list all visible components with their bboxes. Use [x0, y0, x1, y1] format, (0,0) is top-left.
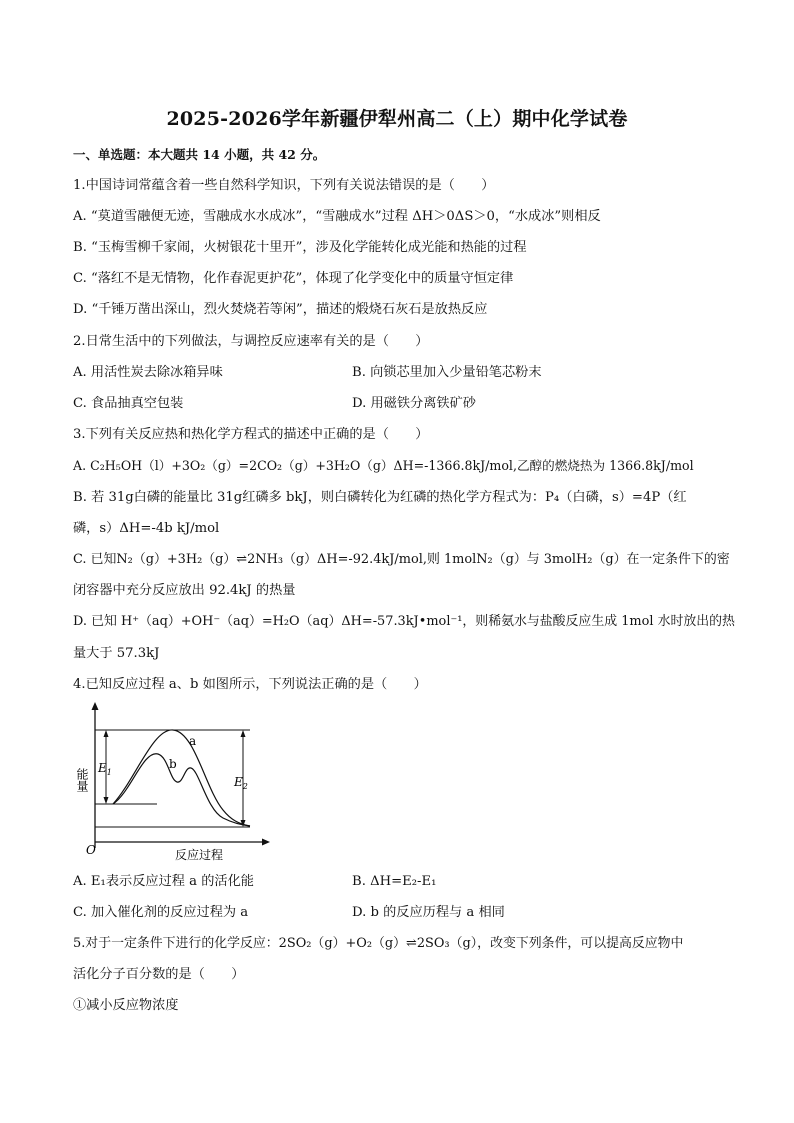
curve-b-label: b — [169, 757, 177, 771]
q4-row-2 — [73, 904, 733, 922]
q4-row-1 — [73, 873, 733, 891]
energy-diagram — [73, 700, 283, 865]
q3-option-d-line1: D. 已知 H⁺（aq）+OH⁻（aq）=H₂O（aq）ΔH=-57.3kJ•mol⁻¹，则稀氨水与盐酸反应生成 1mol 水时放出的热 — [73, 614, 735, 629]
y-axis-label: 能量 — [75, 768, 89, 792]
e1-label: $E_1$ — [98, 761, 112, 777]
origin-label: O — [86, 843, 96, 857]
x-axis-arrow-icon — [262, 839, 270, 846]
e1-arrow-down-icon — [104, 797, 109, 804]
y-axis-arrow-icon — [92, 702, 99, 710]
e2-arrow-up-icon — [241, 730, 246, 737]
q2-stem: 2.日常生活中的下列做法，与调控反应速率有关的是（ ） — [73, 334, 429, 349]
q3-option-b-line1: B. 若 31g白磷的能量比 31g红磷多 bkJ，则白磷转化为红磷的热化学方程式为：P₄（白磷，s）=4P（红 — [73, 490, 687, 505]
e2-label: $E_2$ — [234, 775, 248, 791]
q1-option-a: A. “莫道雪融便无迹，雪融成水水成冰”，“雪融成水”过程 ΔH＞0ΔS＞0，“水成冰”则相反 — [73, 209, 601, 224]
q4-stem: 4.已知反应过程 a、b 如图所示，下列说法正确的是（ ） — [73, 677, 427, 692]
q3-option-c-line1: C. 已知N₂（g）+3H₂（g）⇌2NH₃（g）ΔH=-92.4kJ/mol,则 1molN₂（g）与 3molH₂（g）在一定条件下的密 — [73, 552, 730, 567]
exam-title: 2025-2026学年新疆伊犁州高二（上）期中化学试卷 — [166, 108, 628, 130]
q5-item-1: ①减小反应物浓度 — [73, 998, 179, 1013]
q4-option-d: D. b 的反应历程与 a 相同 — [352, 905, 505, 920]
q1-option-b: B. “玉梅雪柳千家闹，火树银花十里开”，涉及化学能转化成光能和热能的过程 — [73, 240, 527, 255]
section-heading: 一、单选题：本大题共 14 小题，共 42 分。 — [73, 147, 326, 162]
q4-option-c: C. 加入催化剂的反应过程为 a — [73, 905, 249, 920]
q5-stem-line2: 活化分子百分数的是（ ） — [73, 967, 245, 982]
q3-option-c-line2: 闭容器中充分反应放出 92.4kJ 的热量 — [73, 583, 296, 598]
x-axis-label: 反应过程 — [175, 848, 224, 862]
q2-option-a: A. 用活性炭去除冰箱异味 — [73, 365, 223, 380]
q2-option-c: C. 食品抽真空包装 — [73, 396, 184, 411]
q4-option-b: B. ΔH=E₂-E₁ — [352, 874, 437, 889]
curve-b — [113, 754, 250, 826]
e1-arrow-up-icon — [104, 730, 109, 737]
q3-stem: 3.下列有关反应热和热化学方程式的描述中正确的是（ ） — [73, 427, 429, 442]
q5-stem-line1: 5.对于一定条件下进行的化学反应：2SO₂（g）+O₂（g）⇌2SO₃（g），改变下列条件，可以提高反应物中 — [73, 936, 684, 951]
q1-option-d: D. “千锤万凿出深山，烈火焚烧若等闲”，描述的煅烧石灰石是放热反应 — [73, 302, 488, 317]
q2-option-d: D. 用磁铁分离铁矿砂 — [352, 396, 476, 411]
q3-option-a: A. C₂H₅OH（l）+3O₂（g）=2CO₂（g）+3H₂O（g）ΔH=-1366.8kJ/mol,乙醇的燃烧热为 1366.8kJ/mol — [73, 458, 694, 473]
q4-option-a: A. E₁表示反应过程 a 的活化能 — [73, 874, 254, 889]
q3-option-d-line2: 量大于 57.3kJ — [73, 646, 160, 661]
q2-option-b: B. 向锁芯里加入少量铅笔芯粉末 — [352, 365, 542, 380]
q1-option-c: C. “落红不是无情物，化作春泥更护花”，体现了化学变化中的质量守恒定律 — [73, 271, 514, 286]
curve-a-label: a — [189, 734, 197, 748]
q3-option-b-line2: 磷，s）ΔH=-4b kJ/mol — [73, 521, 220, 536]
q2-row-1 — [73, 364, 733, 382]
q1-stem: 1.中国诗词常蕴含着一些自然科学知识，下列有关说法错误的是（ ） — [73, 178, 495, 193]
q2-row-2 — [73, 395, 733, 413]
